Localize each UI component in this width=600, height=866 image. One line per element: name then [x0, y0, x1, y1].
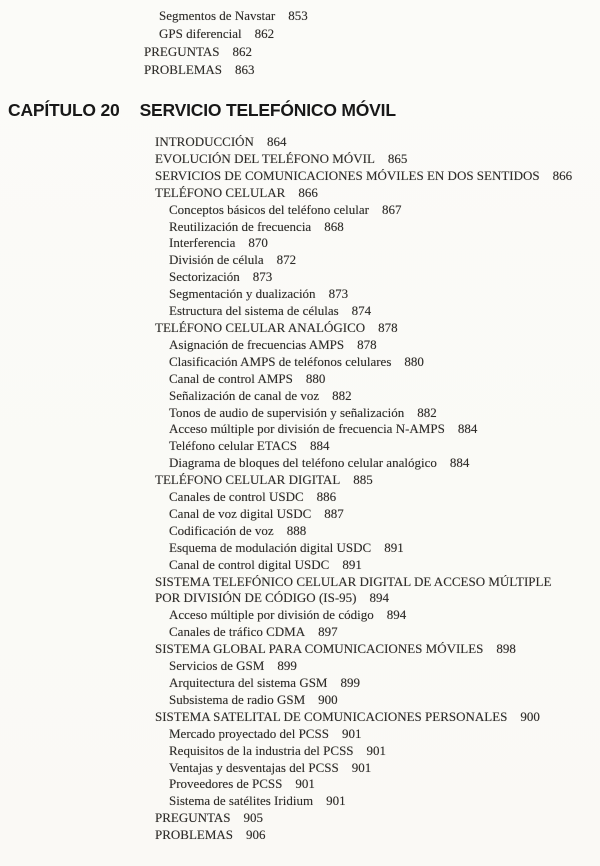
chapter-number: CAPÍTULO 20 — [8, 100, 120, 120]
toc-entry-label: Canal de voz digital USDC — [169, 505, 312, 521]
toc-entry — [0, 405, 600, 422]
toc-entry — [0, 776, 600, 793]
toc-entry — [0, 760, 600, 777]
previous-chapter-toc — [0, 7, 600, 79]
toc-entry-label: PROBLEMAS — [144, 62, 223, 77]
toc-entry-label: Asignación de frecuencias AMPS — [169, 336, 345, 352]
toc-entry-label: TELÉFONO CELULAR — [155, 184, 286, 200]
toc-entry-page-number: 888 — [286, 522, 307, 538]
toc-entry-label: SISTEMA TELEFÓNICO CELULAR DIGITAL DE ACCESO MÚLTIPLE — [155, 573, 552, 589]
toc-entry-page-number: 882 — [417, 404, 437, 420]
toc-entry — [0, 252, 600, 269]
toc-entry — [0, 269, 600, 286]
toc-entry — [0, 388, 600, 405]
toc-entry-page-number: 901 — [351, 759, 372, 775]
toc-entry-label: Codificación de voz — [169, 522, 274, 538]
toc-entry — [0, 421, 600, 438]
toc-entry-label: Mercado proyectado del PCSS — [169, 725, 329, 741]
toc-entry-page-number: 898 — [496, 641, 516, 657]
toc-entry — [0, 286, 600, 303]
toc-entry-label: Proveedores de PCSS — [169, 776, 283, 792]
toc-entry-label: PROBLEMAS — [155, 827, 234, 843]
toc-entry — [0, 793, 600, 810]
toc-entry-label: Sectorización — [169, 269, 240, 285]
toc-entry — [0, 168, 600, 185]
toc-entry — [0, 557, 600, 574]
toc-entry-page-number: 868 — [324, 218, 344, 234]
toc-entry-page-number: 891 — [342, 556, 362, 572]
toc-entry-page-number: 901 — [366, 742, 387, 758]
toc-entry-page-number: 900 — [520, 708, 540, 724]
toc-entry — [0, 607, 600, 624]
toc-entry-label: TELÉFONO CELULAR DIGITAL — [155, 472, 341, 488]
toc-entry-label: Requisitos de la industria del PCSS — [169, 742, 354, 758]
toc-entry-page-number: 862 — [232, 44, 253, 59]
toc-entry — [0, 202, 600, 219]
toc-entry — [0, 303, 600, 320]
toc-entry-label: Segmentos de Navstar — [159, 8, 276, 23]
toc-entry-page-number: 900 — [318, 691, 338, 707]
toc-entry — [0, 354, 600, 371]
toc-entry-label: Ventajas y desventajas del PCSS — [169, 759, 339, 775]
toc-entry-label: Conceptos básicos del teléfono celular — [169, 201, 369, 217]
toc-entry-page-number: 887 — [324, 505, 344, 521]
toc-entry — [0, 523, 600, 540]
toc-entry-page-number: 884 — [457, 421, 478, 437]
toc-entry-page-number: 864 — [266, 134, 287, 149]
toc-entry-page-number: 899 — [277, 658, 297, 674]
toc-entry — [0, 675, 600, 692]
toc-entry-label: Diagrama de bloques del teléfono celular analógico — [169, 455, 437, 471]
toc-entry — [0, 61, 600, 79]
toc-entry-label: Canales de control USDC — [169, 489, 304, 505]
toc-entry — [0, 235, 600, 252]
toc-entry-page-number: 894 — [369, 590, 389, 606]
toc-entry-label: Arquitectura del sistema GSM — [169, 675, 328, 690]
toc-entry-label: INTRODUCCIÓN — [155, 134, 254, 149]
toc-entry-label: EVOLUCIÓN DEL TELÉFONO MÓVIL — [155, 150, 375, 166]
toc-entry — [0, 743, 600, 760]
toc-entry — [0, 709, 600, 726]
toc-entry-page-number: 891 — [384, 539, 404, 555]
chapter-title: SERVICIO TELEFÓNICO MÓVIL — [139, 100, 396, 120]
toc-entry-label: SERVICIOS DE COMUNICACIONES MÓVILES EN DOS SENTIDOS — [155, 167, 540, 183]
toc-entry-label: SISTEMA GLOBAL PARA COMUNICACIONES MÓVILES — [155, 641, 484, 657]
toc-entry-page-number: 897 — [318, 624, 338, 640]
toc-entry-label: Segmentación y dualización — [169, 286, 316, 302]
toc-entry — [0, 134, 600, 151]
toc-entry-label: GPS diferencial — [159, 26, 242, 41]
toc-entry-label: División de célula — [169, 252, 264, 268]
toc-entry — [0, 827, 600, 844]
toc-entry-page-number: 899 — [340, 675, 360, 690]
toc-entry-label: Tonos de audio de supervisión y señalización — [169, 404, 405, 420]
toc-entry-label: TELÉFONO CELULAR ANALÓGICO — [155, 319, 366, 335]
toc-entry-label: Reutilización de frecuencia — [169, 218, 312, 234]
toc-entry-label: PREGUNTAS — [155, 810, 231, 826]
toc-entry — [0, 472, 600, 489]
toc-entry-page-number: 878 — [378, 319, 398, 335]
toc-entry-page-number: 870 — [248, 235, 268, 251]
toc-entry-page-number: 905 — [243, 810, 264, 826]
toc-entry-page-number: 862 — [254, 26, 275, 41]
toc-entry-page-number: 880 — [404, 353, 424, 369]
toc-entry-page-number: 884 — [449, 455, 470, 471]
toc-entry-label: Interferencia — [169, 235, 236, 251]
toc-entry-label: Sistema de satélites Iridium — [169, 793, 314, 809]
toc-entry-page-number: 866 — [552, 167, 573, 183]
toc-entry — [0, 658, 600, 675]
toc-entry — [0, 540, 600, 557]
toc-entry — [0, 726, 600, 743]
toc-entry — [0, 574, 600, 591]
toc-entry-page-number: 901 — [295, 776, 315, 792]
toc-entry — [0, 371, 600, 388]
toc-entry-page-number: 880 — [305, 370, 326, 386]
toc-entry-label: Señalización de canal de voz — [169, 387, 320, 403]
toc-entry-label: Esquema de modulación digital USDC — [169, 539, 372, 555]
chapter-toc — [0, 134, 600, 844]
toc-entry-page-number: 873 — [252, 269, 273, 285]
toc-entry — [0, 590, 600, 607]
toc-entry-label: SISTEMA SATELITAL DE COMUNICACIONES PERSONALES — [155, 708, 508, 724]
toc-entry — [0, 810, 600, 827]
toc-entry — [0, 25, 600, 43]
toc-entry-page-number: 874 — [351, 303, 372, 319]
toc-entry — [0, 506, 600, 523]
toc-entry-label: Canales de tráfico CDMA — [169, 624, 306, 640]
toc-entry-label: Estructura del sistema de células — [169, 303, 339, 319]
toc-entry — [0, 185, 600, 202]
toc-entry — [0, 337, 600, 354]
toc-entry — [0, 7, 600, 25]
toc-entry — [0, 455, 600, 472]
toc-entry-page-number: 867 — [382, 201, 402, 217]
toc-entry-page-number: 894 — [386, 607, 407, 623]
toc-entry-page-number: 885 — [353, 472, 373, 488]
toc-entry-label: Clasificación AMPS de teléfonos celulares — [169, 353, 392, 369]
toc-entry-label: Teléfono celular ETACS — [169, 438, 298, 454]
toc-entry-label: Canal de control AMPS — [169, 370, 293, 386]
toc-entry-page-number: 886 — [316, 489, 337, 505]
toc-entry-page-number: 866 — [298, 184, 318, 200]
toc-entry-page-number: 865 — [387, 150, 408, 166]
chapter-heading — [8, 100, 396, 121]
toc-entry — [0, 692, 600, 709]
toc-entry — [0, 43, 600, 61]
toc-entry-page-number: 882 — [332, 387, 352, 403]
toc-entry — [0, 624, 600, 641]
toc-entry-page-number: 873 — [328, 286, 349, 302]
toc-entry-page-number: 863 — [235, 62, 255, 77]
toc-entry-label: PREGUNTAS — [144, 44, 220, 59]
toc-entry-page-number: 872 — [276, 252, 297, 268]
toc-entry-label: Acceso múltiple por división de código — [169, 607, 374, 623]
toc-entry-page-number: 901 — [326, 793, 346, 809]
toc-entry-page-number: 853 — [288, 8, 308, 23]
toc-entry — [0, 151, 600, 168]
toc-entry-page-number: 901 — [341, 725, 362, 741]
toc-entry-page-number: 906 — [246, 827, 266, 843]
toc-entry-page-number: 884 — [310, 438, 330, 454]
toc-entry — [0, 219, 600, 236]
toc-entry-label: Canal de control digital USDC — [169, 556, 330, 572]
toc-entry — [0, 438, 600, 455]
toc-entry — [0, 320, 600, 337]
toc-entry — [0, 489, 600, 506]
toc-entry-label: Subsistema de radio GSM — [169, 691, 306, 707]
toc-entry-label: Servicios de GSM — [169, 658, 265, 674]
toc-entry-page-number: 878 — [357, 336, 377, 352]
toc-entry-label: POR DIVISIÓN DE CÓDIGO (IS-95) — [155, 590, 357, 606]
toc-entry — [0, 641, 600, 658]
toc-entry-label: Acceso múltiple por división de frecuencia N-AMPS — [169, 421, 445, 437]
